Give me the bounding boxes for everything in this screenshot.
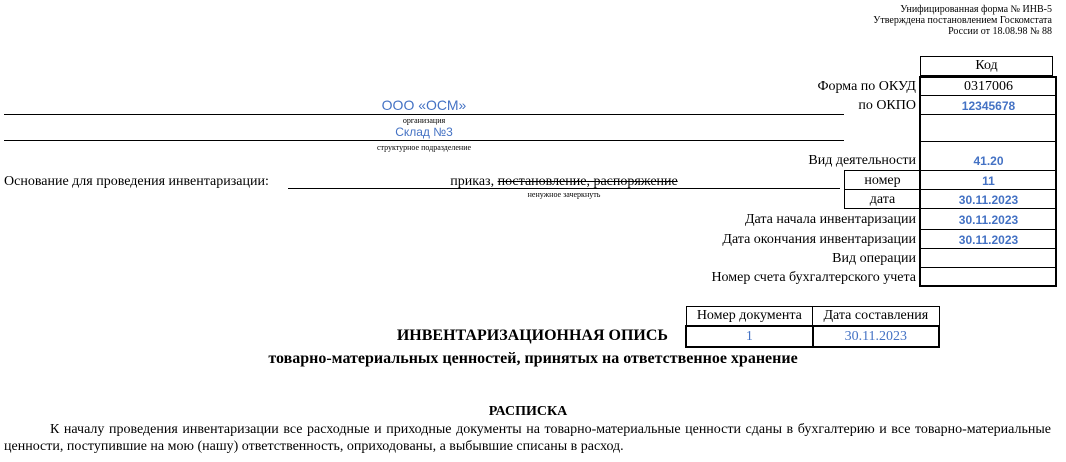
organization-line — [4, 97, 844, 115]
form-header-line-2: Утверждена постановлением Госкомстата — [873, 15, 1052, 26]
code-column-title: Код — [975, 58, 998, 73]
basis-label: Основание для проведения инвентаризации: — [4, 174, 269, 189]
receipt-title: РАСПИСКА — [488, 404, 568, 419]
number-value: 11 — [982, 174, 995, 188]
form-header-line-3: России от 18.08.98 № 88 — [948, 26, 1052, 37]
document-date-header: Дата составления — [813, 307, 939, 327]
basis-caption: ненужное зачеркнуть — [527, 190, 601, 199]
basis-kept: приказ, — [450, 174, 495, 189]
basis-struck: постановление, распоряжение — [497, 174, 678, 189]
end-date-value: 30.11.2023 — [958, 233, 1019, 247]
code-separator — [921, 229, 1055, 230]
operation-label: Вид операции — [832, 251, 916, 266]
code-separator — [921, 95, 1055, 96]
division-caption: структурное подразделение — [376, 143, 472, 152]
code-column-header — [920, 56, 1053, 76]
document-subtitle: товарно-материальных ценностей, принятых на ответственное хранение — [268, 350, 798, 367]
okud-label: Форма по ОКУД — [817, 79, 916, 94]
code-separator — [921, 267, 1055, 268]
form-header-line-1: Унифицированная форма № ИНВ-5 — [900, 4, 1052, 15]
code-separator — [921, 170, 1055, 171]
document-table — [685, 306, 940, 348]
document-number-value: 1 — [686, 326, 813, 347]
okpo-value: 12345678 — [961, 99, 1016, 113]
code-separator — [921, 189, 1055, 190]
okud-value: 0317006 — [964, 79, 1013, 94]
document-date-value: 30.11.2023 — [813, 326, 939, 347]
receipt-text: К началу проведения инвентаризации все расходные и приходные документы на товарно-материальные ценности сданы в бухгалтерию и все товарно-материальные ценности, поступившие на мою (нашу) ответственность, оприходованы, а выбывшие списаны в расход. — [4, 422, 1051, 454]
okpo-label: по ОКПО — [858, 98, 916, 113]
end-date-label: Дата окончания инвентаризации — [722, 232, 916, 247]
date-label: дата — [869, 192, 896, 207]
code-separator — [921, 248, 1055, 249]
document-title: ИНВЕНТАРИЗАЦИОННАЯ ОПИСЬ — [396, 327, 668, 344]
start-date-label: Дата начала инвентаризации — [744, 212, 916, 227]
number-label: номер — [864, 173, 901, 188]
start-date-value: 30.11.2023 — [958, 213, 1019, 227]
division-name: Склад №3 — [395, 125, 453, 139]
date-value: 30.11.2023 — [958, 193, 1019, 207]
basis-line — [288, 174, 840, 189]
code-separator — [921, 141, 1055, 142]
code-separator — [921, 208, 1055, 209]
division-line — [4, 126, 844, 141]
account-label: Номер счета бухгалтерского учета — [711, 270, 916, 285]
activity-value: 41.20 — [973, 154, 1004, 168]
activity-label: Вид деятельности — [808, 153, 916, 168]
code-separator — [921, 114, 1055, 115]
organization-caption: организация — [402, 116, 446, 125]
document-number-header: Номер документа — [686, 307, 813, 327]
form-header — [873, 4, 1052, 37]
organization-name: ООО «ОСМ» — [381, 97, 467, 113]
